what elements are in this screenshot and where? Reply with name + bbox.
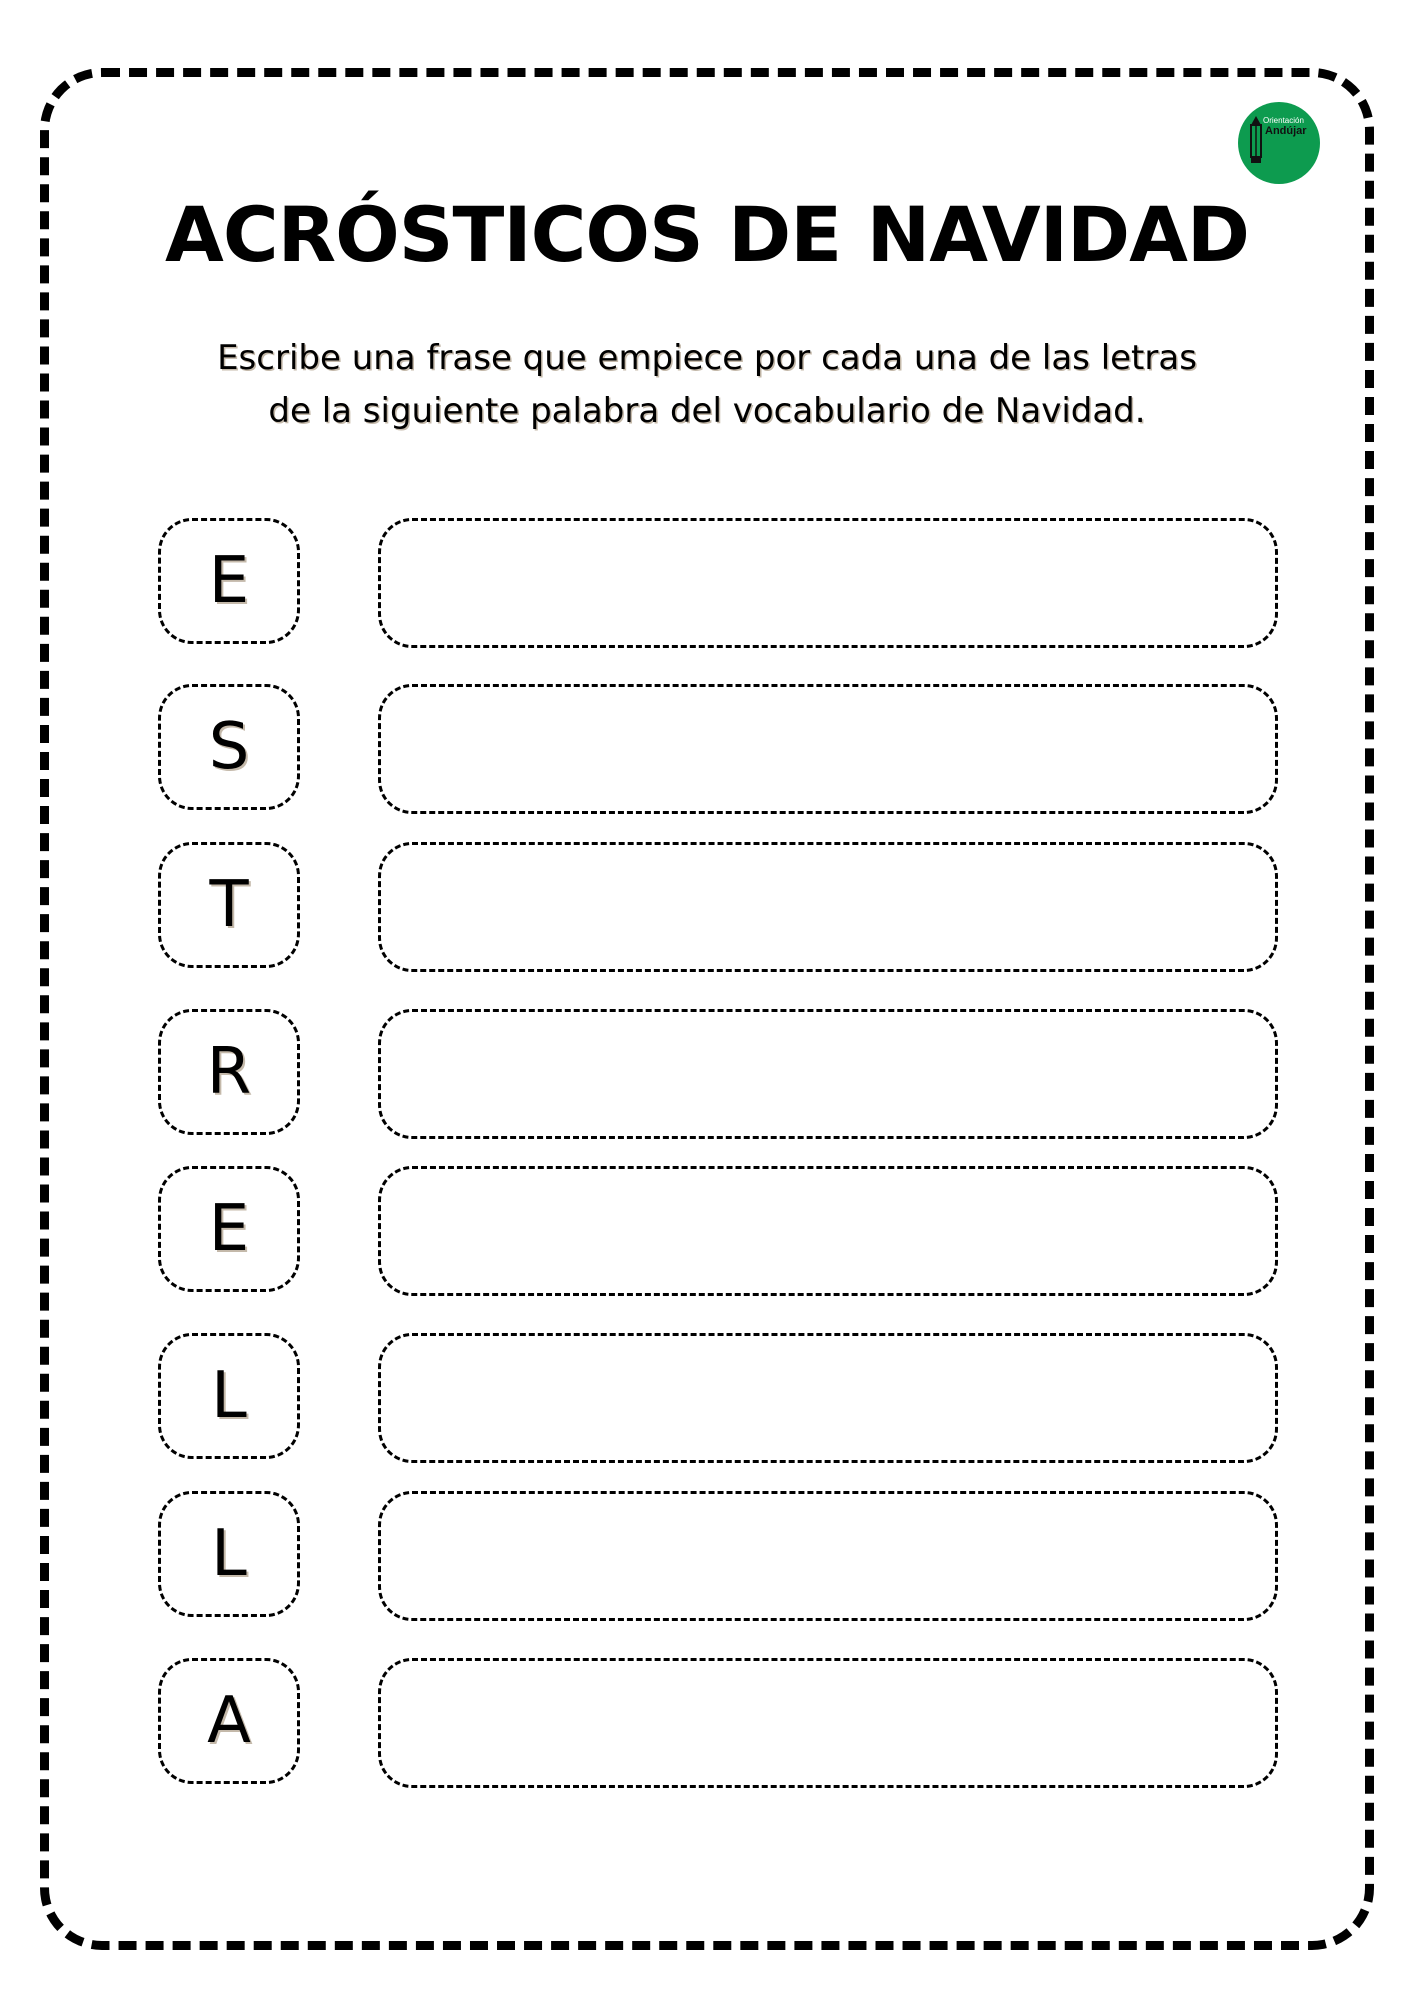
answer-field[interactable]: [378, 518, 1278, 648]
answer-field[interactable]: [378, 1333, 1278, 1463]
page-title: ACRÓSTICOS DE NAVIDAD: [165, 190, 1249, 279]
acrostic-row: [158, 842, 1278, 972]
logo-name-text: Andújar: [1265, 125, 1307, 137]
letter-box: L: [158, 1491, 300, 1617]
acrostic-row: [158, 1658, 1278, 1788]
acrostic-row: [158, 684, 1278, 814]
letter-box: S: [158, 684, 300, 810]
letter-box: E: [158, 1166, 300, 1292]
answer-field[interactable]: [378, 1009, 1278, 1139]
instructions-line-2: de la siguiente palabra del vocabulario de Navidad.: [268, 391, 1146, 431]
acrostic-row: [158, 1491, 1278, 1621]
letter-box: E: [158, 518, 300, 644]
letter-box: A: [158, 1658, 300, 1784]
answer-field[interactable]: [378, 1166, 1278, 1296]
logo: [1238, 102, 1320, 184]
logo-small-text: Orientación: [1263, 116, 1304, 125]
letter-box: T: [158, 842, 300, 968]
acrostic-row: [158, 1333, 1278, 1463]
instructions: [100, 332, 1314, 438]
answer-field[interactable]: [378, 1491, 1278, 1621]
acrostic-row: [158, 1166, 1278, 1296]
answer-field[interactable]: [378, 842, 1278, 972]
letter-box: L: [158, 1333, 300, 1459]
pencil-icon: [1248, 116, 1264, 168]
acrostic-row: [158, 518, 1278, 648]
acrostic-row: [158, 1009, 1278, 1139]
letter-box: R: [158, 1009, 300, 1135]
answer-field[interactable]: [378, 1658, 1278, 1788]
instructions-line-1: Escribe una frase que empiece por cada una de las letras: [217, 338, 1197, 378]
answer-field[interactable]: [378, 684, 1278, 814]
